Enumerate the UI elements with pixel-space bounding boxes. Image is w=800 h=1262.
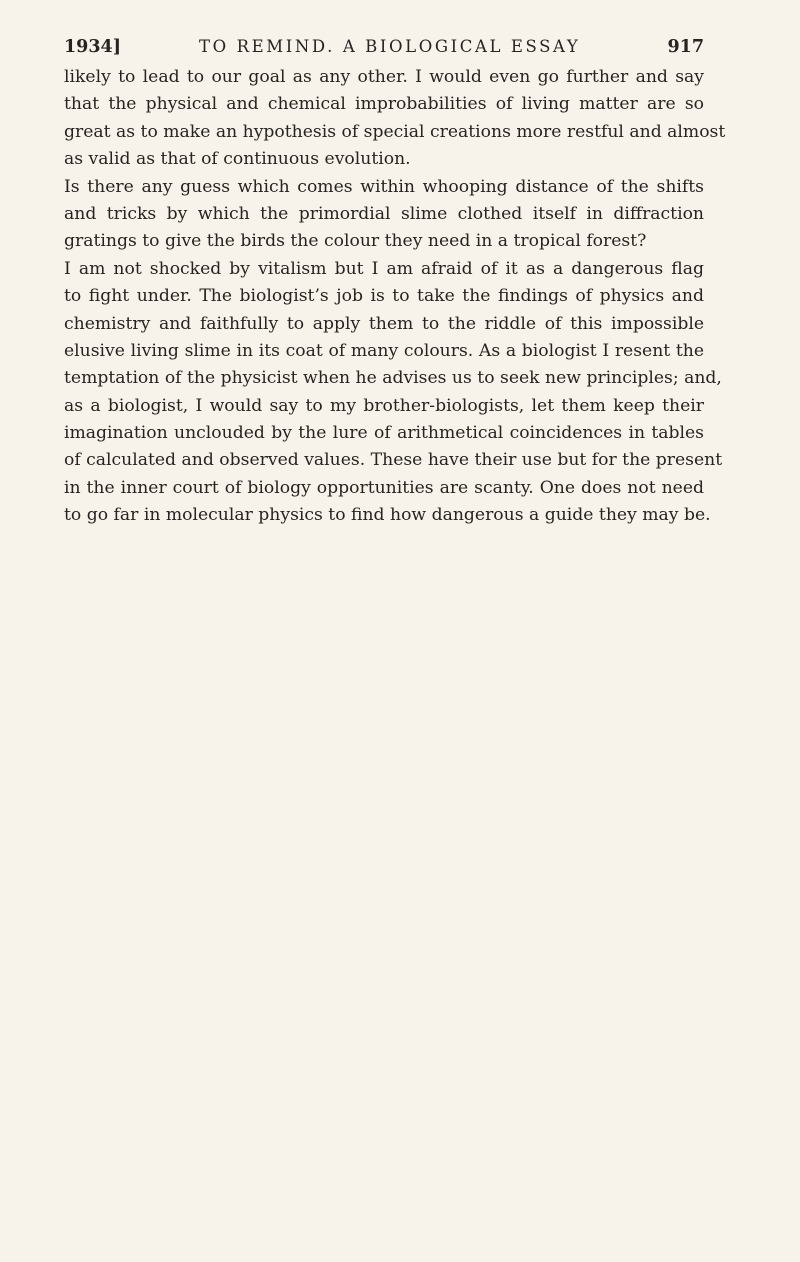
text-line: as a biologist, I would say to my brother-biologists, let them keep their (64, 395, 704, 416)
text-line: in the inner court of biology opportunities are scanty. One does not need (64, 477, 704, 498)
text-line: elusive living slime in its coat of many colours. As a biologist I resent the (64, 340, 704, 361)
essay-body (64, 64, 726, 530)
text-line: to fight under. The biologist’s job is to take the findings of physics and (64, 286, 704, 307)
text-line: Is there any guess which comes within whooping distance of the shifts (64, 176, 704, 197)
header-title: TO REMIND. A BIOLOGICAL ESSAY (199, 37, 581, 56)
text-line: great as to make an hypothesis of special creations more restful and almost (64, 121, 726, 142)
page-number: 917 (667, 37, 704, 57)
running-header (64, 37, 704, 63)
text-line: likely to lead to our goal as any other. I would even go further and say (64, 67, 704, 87)
text-line: that the physical and chemical improbabilities of living matter are so (64, 94, 704, 115)
text-line: to go far in molecular physics to find how dangerous a guide they may be. (64, 505, 711, 526)
text-line: and tricks by which the primordial slime clothed itself in diffraction (64, 203, 704, 224)
text-line: temptation of the physicist when he advises us to seek new principles; and, (64, 368, 722, 389)
text-line: of calculated and observed values. These have their use but for the present (64, 450, 723, 471)
text-line: I am not shocked by vitalism but I am afraid of it as a dangerous flag (64, 258, 704, 279)
text-line: as valid as that of continuous evolution. (64, 149, 411, 170)
text-line: gratings to give the birds the colour they need in a tropical forest? (64, 231, 647, 252)
header-year: 1934] (64, 37, 121, 57)
text-line: chemistry and faithfully to apply them to the riddle of this impossible (64, 313, 704, 334)
text-line: imagination unclouded by the lure of arithmetical coincidences in tables (64, 423, 704, 444)
